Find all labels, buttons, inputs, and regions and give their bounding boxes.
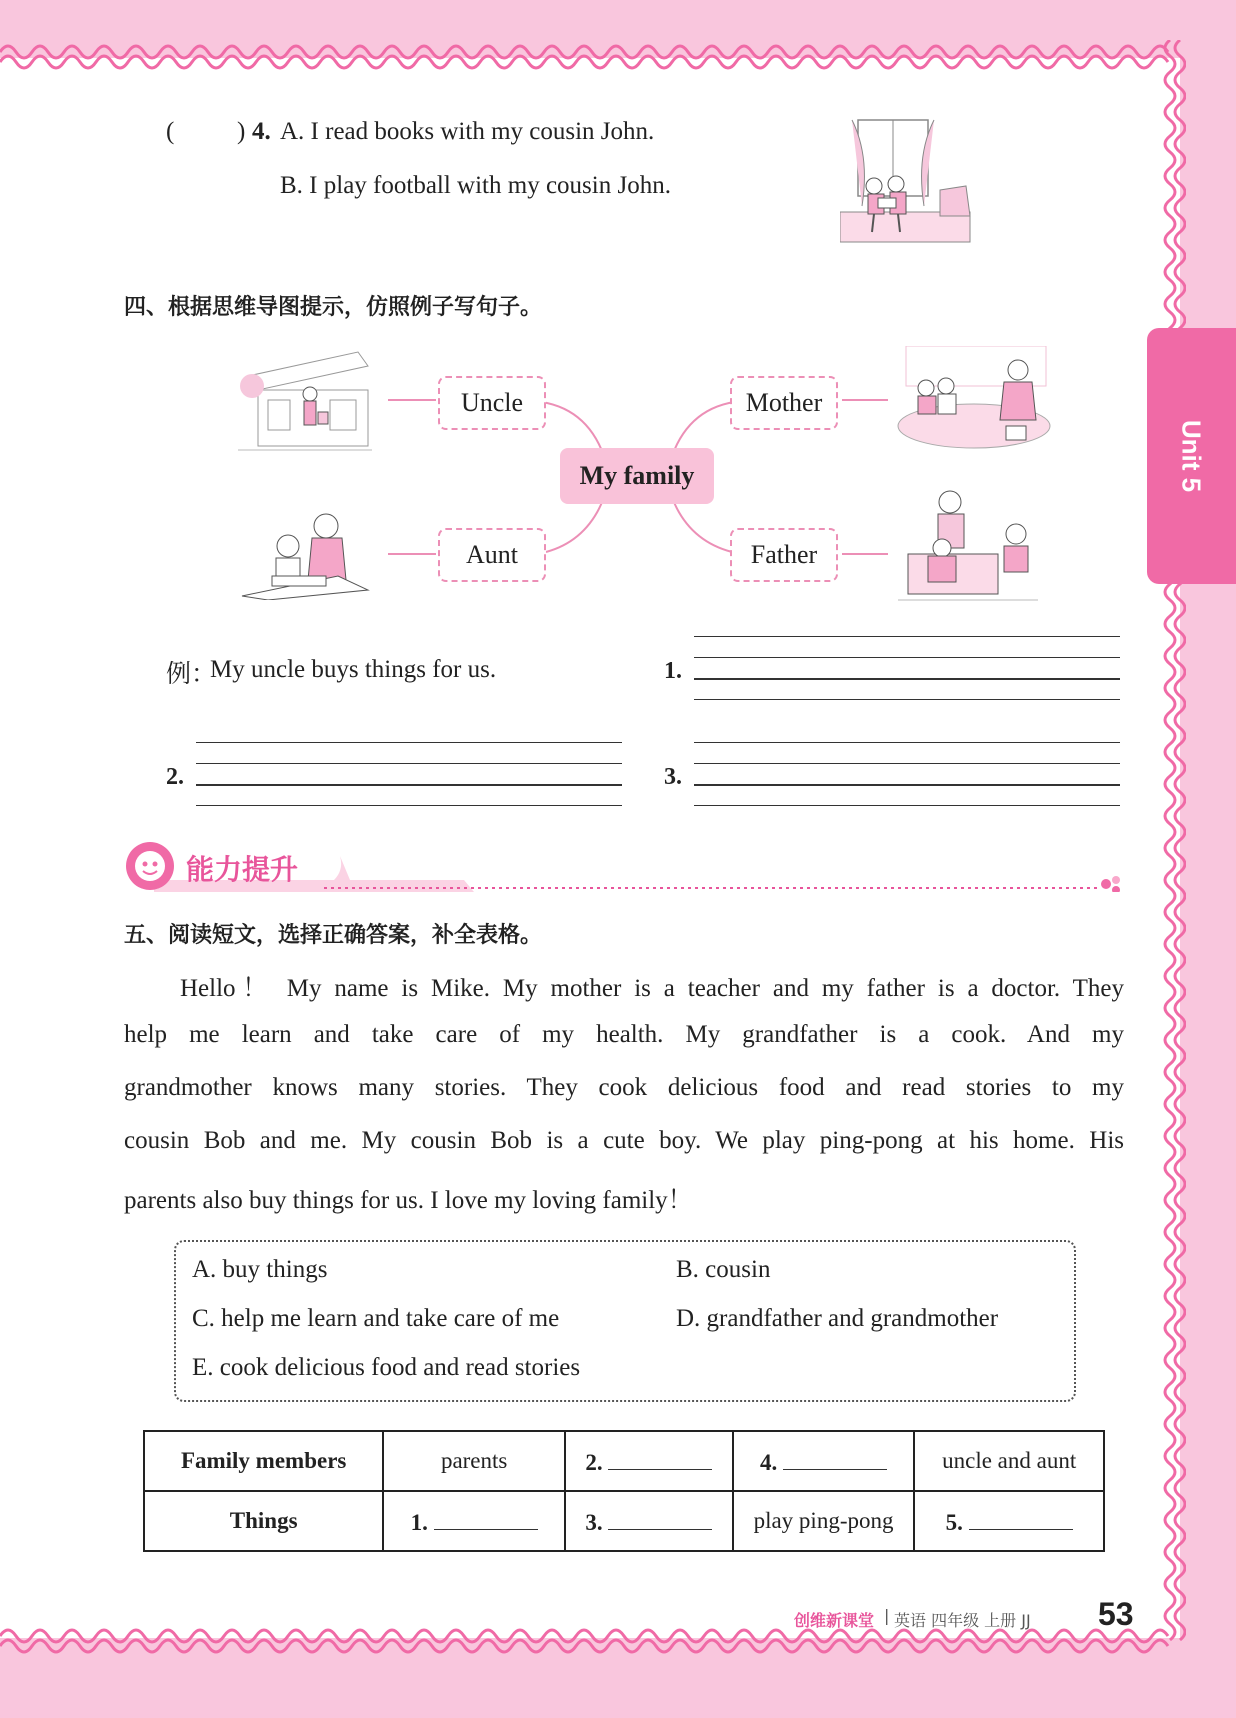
table-cell: parents (383, 1431, 565, 1491)
table-blank-cell[interactable] (733, 1431, 915, 1491)
q4-answer-paren-close: ) (237, 118, 246, 145)
aunt-helping-homework-illustration (238, 504, 376, 600)
passage-line-2: help me learn and take care of my health. My grandfather is a cook. And my (124, 1021, 1124, 1048)
writing-line[interactable] (196, 742, 622, 743)
writing-line[interactable] (694, 784, 1120, 786)
writing-line[interactable] (694, 636, 1120, 637)
writing-line[interactable] (694, 763, 1120, 764)
option-e: E. cook delicious food and read stories (192, 1354, 581, 1381)
writing-line[interactable] (694, 699, 1120, 700)
node-mother: Mother (730, 376, 838, 430)
passage-line-3: grandmother knows many stories. They cook delicious food and read stories to my (124, 1074, 1124, 1101)
section5-title: 五、阅读短文，选择正确答案，补全表格。 (124, 923, 543, 948)
footer-info: 英语 四年级 上册 JJ (894, 1611, 1031, 1630)
unit-tab-label: Unit 5 (1176, 419, 1207, 493)
footer-brand: 创维新课堂 (794, 1611, 875, 1630)
passage-line-5: parents also buy things for us. I love my loving family！ (124, 1187, 693, 1214)
answer-blank[interactable] (608, 1447, 712, 1470)
father-chess-illustration (898, 490, 1038, 608)
q4-number: 4. (252, 118, 271, 145)
node-father: Father (730, 528, 838, 582)
table-cell: play ping-pong (733, 1491, 915, 1551)
node-my-family: My family (560, 448, 714, 504)
example-sentence: My uncle buys things for us. (210, 656, 497, 683)
ability-title: 能力提升 (186, 853, 299, 886)
table-blank-cell[interactable] (383, 1491, 565, 1551)
answer-blank[interactable] (608, 1507, 712, 1530)
writing-line[interactable] (694, 742, 1120, 743)
blank-number: 5. (945, 1509, 963, 1535)
option-b: B. cousin (676, 1256, 771, 1283)
blank-number: 1. (410, 1509, 428, 1535)
table-row (144, 1491, 1104, 1551)
node-aunt: Aunt (438, 528, 546, 582)
table-header-things: Things (144, 1491, 383, 1551)
option-a: A. buy things (192, 1256, 328, 1283)
writing-line[interactable] (196, 805, 622, 806)
node-uncle: Uncle (438, 376, 546, 430)
q4-option-a: A. I read books with my cousin John. (280, 118, 655, 145)
blank-number: 3. (585, 1509, 603, 1535)
answer-number-3: 3. (664, 764, 682, 790)
answer-number-2: 2. (166, 764, 184, 790)
table-blank-cell[interactable] (914, 1491, 1104, 1551)
table-row (144, 1431, 1104, 1491)
uncle-shopping-illustration (238, 346, 372, 458)
family-table (143, 1430, 1105, 1552)
writing-line[interactable] (196, 784, 622, 786)
page-number: 53 (1098, 1596, 1134, 1632)
example-label: 例： (166, 661, 217, 688)
mother-with-kids-illustration (896, 346, 1052, 450)
writing-line[interactable] (694, 678, 1120, 680)
table-header-family-members: Family members (144, 1431, 383, 1491)
table-blank-cell[interactable] (565, 1431, 733, 1491)
footer-separator: | (884, 1606, 890, 1625)
top-wave-border (0, 44, 1180, 74)
table-cell: uncle and aunt (914, 1431, 1104, 1491)
answer-number-1: 1. (664, 658, 682, 684)
blank-number: 4. (760, 1449, 778, 1475)
writing-line[interactable] (694, 805, 1120, 806)
right-wave-border (1160, 40, 1186, 1650)
answer-blank[interactable] (969, 1507, 1073, 1530)
kids-reading-illustration (840, 116, 974, 248)
option-c: C. help me learn and take care of me (192, 1305, 560, 1332)
answer-blank[interactable] (783, 1447, 887, 1470)
section4-title: 四、根据思维导图提示，仿照例子写句子。 (124, 295, 543, 320)
passage-line-1: Hello！ My name is Mike. My mother is a teacher and my father is a doctor. They (180, 975, 1124, 1002)
table-blank-cell[interactable] (565, 1491, 733, 1551)
answer-blank[interactable] (434, 1507, 538, 1530)
writing-line[interactable] (694, 657, 1120, 658)
q4-option-b: B. I play football with my cousin John. (280, 172, 671, 199)
writing-line[interactable] (196, 763, 622, 764)
blank-number: 2. (585, 1449, 603, 1475)
passage-line-4: cousin Bob and me. My cousin Bob is a cute boy. We play ping-pong at his home. His (124, 1127, 1124, 1154)
unit-side-tab[interactable] (1147, 328, 1236, 584)
q4-answer-paren-open: ( (166, 118, 175, 145)
option-d: D. grandfather and grandmother (676, 1305, 999, 1332)
